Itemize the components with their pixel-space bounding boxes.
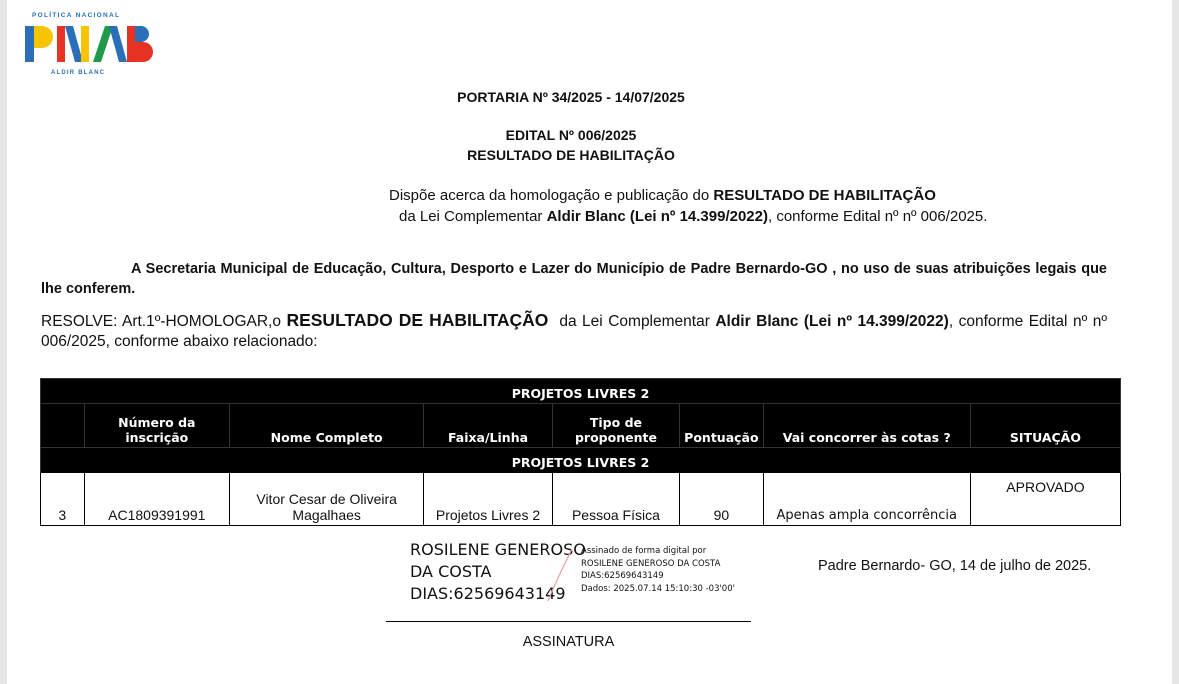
document-page xyxy=(7,0,1172,684)
digital-line-2: ROSILENE GENEROSO DA COSTA xyxy=(581,558,721,569)
place-date: Padre Bernardo- GO, 14 de julho de 2025. xyxy=(818,558,1092,574)
resolve-post: , conforme Edital nº nº 006/2025, conforme abaixo relacionado: xyxy=(41,313,1107,350)
signer-line-1: ROSILENE GENEROSO xyxy=(410,540,586,559)
header-faixa: Faixa/Linha xyxy=(424,404,552,448)
cell-cotas: Apenas ampla concorrência xyxy=(763,473,970,526)
resolve-bold: Aldir Blanc (Lei nº 14.399/2022) xyxy=(715,313,949,330)
header-tipo: Tipo de proponente xyxy=(552,404,679,448)
cell-faixa: Projetos Livres 2 xyxy=(424,473,552,526)
pnab-logo xyxy=(23,12,153,82)
cell-numero: AC1809391991 xyxy=(84,473,229,526)
cell-situacao: APROVADO xyxy=(970,473,1120,526)
digital-line-4: Dados: 2025.07.14 15:10:30 -03'00' xyxy=(581,583,735,594)
dispoe-line2-post: , conforme Edital nº nº 006/2025. xyxy=(767,208,988,225)
dispoe-line2-text: da Lei Complementar xyxy=(399,208,547,225)
signature-line xyxy=(386,621,751,622)
digital-line-3: DIAS:62569643149 xyxy=(581,571,664,581)
logo-bottom-text: ALDIR BLANC xyxy=(51,70,106,76)
signature-label: ASSINATURA xyxy=(522,634,615,650)
table-group-title: PROJETOS LIVRES 2 xyxy=(41,379,1121,404)
signer-line-3: DIAS:62569643149 xyxy=(410,584,566,603)
dispoe-line1-text: Dispõe acerca da homologação e publicação do xyxy=(389,187,714,204)
signature-stroke xyxy=(544,545,580,605)
dispoe-line-2 xyxy=(389,206,987,227)
results-table xyxy=(40,378,1121,526)
resolve-pre: RESOLVE: Art.1º-HOMOLOGAR,o xyxy=(41,313,287,330)
dispoe-paragraph xyxy=(389,185,987,227)
table-row xyxy=(41,473,1121,526)
header-nome: Nome Completo xyxy=(230,404,424,448)
resolve-big: RESULTADO DE HABILITAÇÃO xyxy=(286,310,549,330)
digital-signature-block xyxy=(581,545,735,595)
edital-title: EDITAL Nº 006/2025 xyxy=(505,127,637,143)
table-group-title-2: PROJETOS LIVRES 2 xyxy=(41,448,1121,473)
logo-top-text: POLÍTICA NACIONAL xyxy=(32,12,121,19)
portaria-title: PORTARIA Nº 34/2025 - 14/07/2025 xyxy=(457,89,685,105)
cell-ordem: 3 xyxy=(41,473,85,526)
header-numero: Número da inscrição xyxy=(84,404,229,448)
pnab-logo-graphic xyxy=(23,22,153,70)
digital-line-1: Assinado de forma digital por xyxy=(581,546,707,556)
resultado-title: RESULTADO DE HABILITAÇÃO xyxy=(467,147,675,163)
header-pontuacao: Pontuação xyxy=(680,404,763,448)
dispoe-line2-bold: Aldir Blanc (Lei nº 14.399/2022) xyxy=(546,208,768,225)
header-situacao: SITUAÇÃO xyxy=(970,404,1120,448)
secretaria-text: A Secretaria Municipal de Educação, Cultura, Desporto e Lazer do Município de Padre Bernardo-GO , no uso de suas atribuições legais que lhe conferem. xyxy=(41,261,1107,297)
header-ordem xyxy=(41,404,85,448)
cell-nome: Vitor Cesar de Oliveira Magalhaes xyxy=(230,473,424,526)
signer-line-2: DA COSTA xyxy=(410,562,492,581)
secretaria-paragraph xyxy=(41,259,1107,299)
dispoe-line1-bold: RESULTADO DE HABILITAÇÃO xyxy=(713,187,936,204)
resolve-paragraph xyxy=(41,310,1107,352)
cell-pontuacao: 90 xyxy=(680,473,763,526)
resolve-mid: da Lei Complementar xyxy=(548,313,716,330)
dispoe-line-1 xyxy=(389,185,987,206)
cell-tipo: Pessoa Física xyxy=(552,473,679,526)
header-cotas: Vai concorrer às cotas ? xyxy=(763,404,970,448)
